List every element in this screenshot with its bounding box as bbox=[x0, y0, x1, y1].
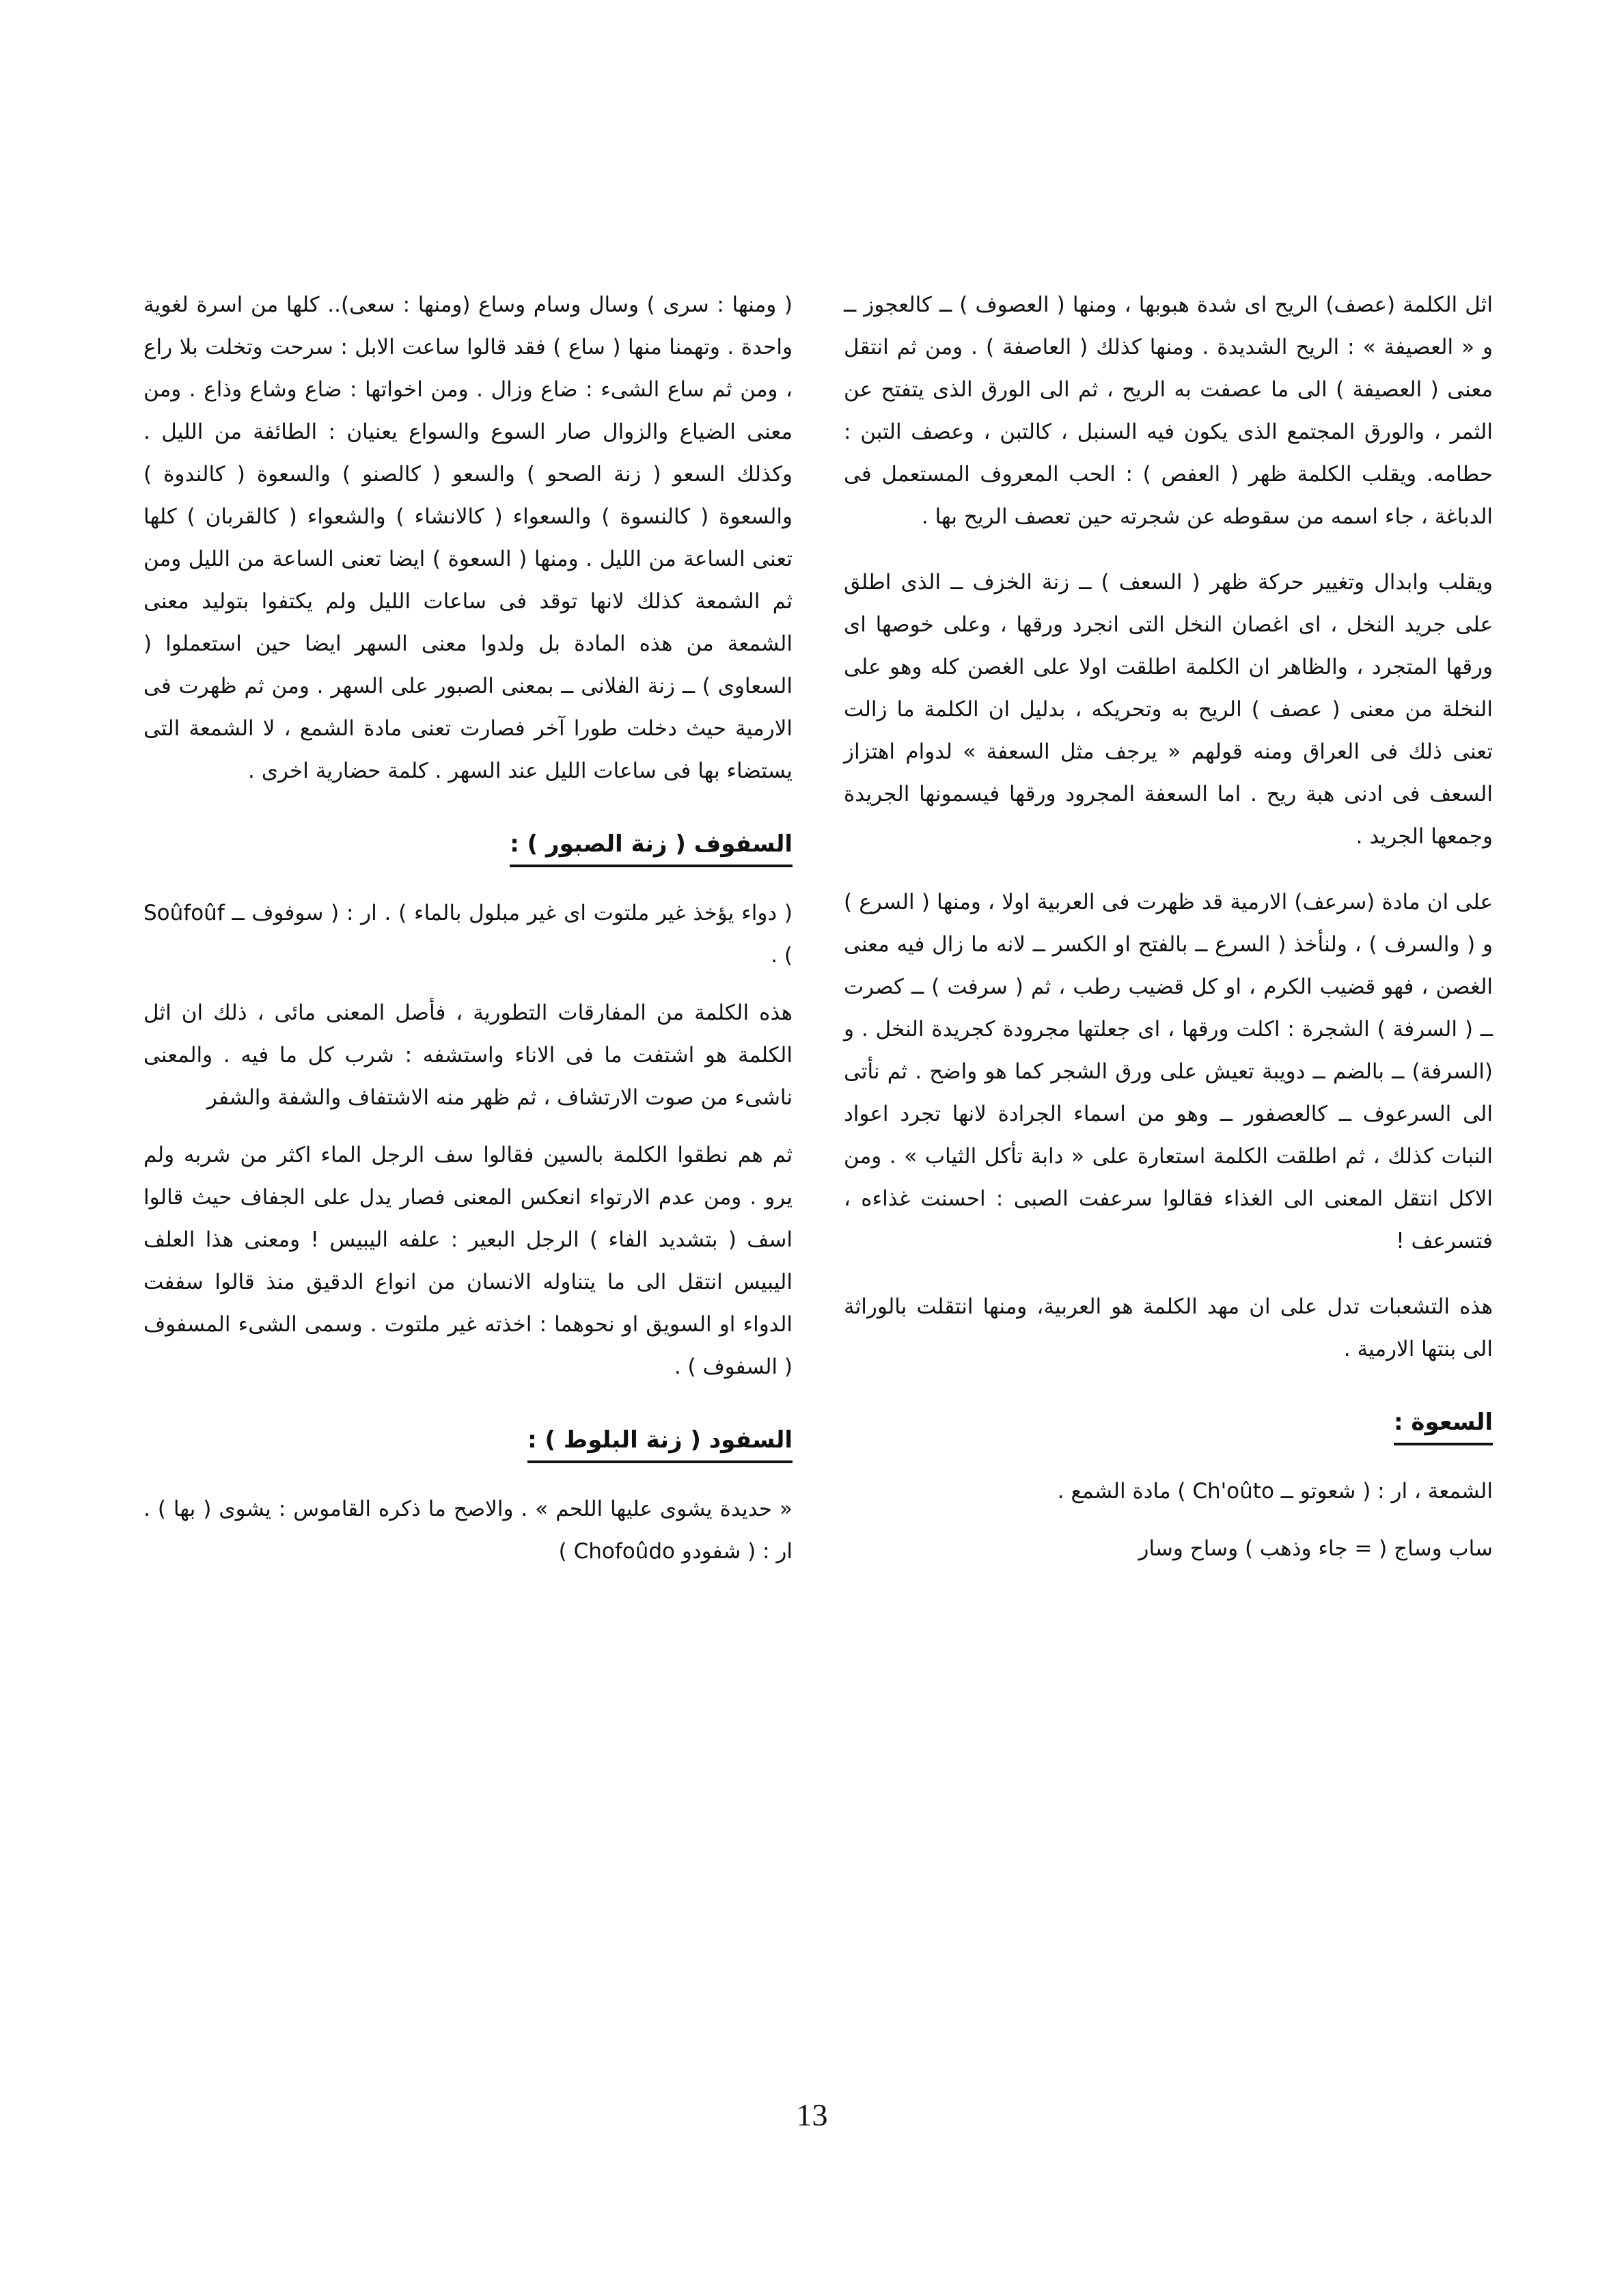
left-paragraph-1: ( ومنها : سرى ) وسال وسام وساع (ومنها : سعى).. كلها من اسرة لغوية واحدة . وتهمنا منها ( ساع ) فقد قالوا ساعت الابل : سرحت وتخلت بلا راع ، ومن ثم ساع الشىء : ضاع وزال . ومن اخواتها : ضاع وشاع وذاع . ومن معنى الضياع والزوال صار السوع والسواع يعنيان : الطائفة من الليل . وكذلك السعو ( زنة الصحو ) والسعو ( كالصنو ) والسعوة ( كالندوة ) والسعوة ( كالنسوة ) والسعواء ( كالانشاء ) والشعواء ( كالقربان ) كلها تعنى الساعة من الليل . ومنها ( السعوة ) ايضا تعنى الساعة من الليل ومن ثم الشمعة كذلك لانها توقد فى ساعات الليل ولم يكتفوا بتوليد معنى الشمعة من هذه المادة بل ولدوا معنى السهر ايضا حين استعملوا ( السعاوى ) ــ زنة الفلانى ــ بمعنى الصبور على السهر . ومن ثم ظهرت فى الارمية حيث دخلت طورا آخر فصارت تعنى مادة الشمع ، لا الشمعة التى يستضاء بها فى ساعات الليل عند السهر . كلمة حضارية اخرى . bbox=[143, 293, 793, 783]
section-heading-sufuf: السفوف ( زنة الصبور ) : bbox=[510, 825, 793, 867]
section-heading-sawa: السعوة : bbox=[1394, 1403, 1493, 1445]
left-paragraph-4: ثم هم نطقوا الكلمة بالسين فقالوا سف الرجل الماء اكثر من شربه ولم يرو . ومن عدم الارتواء انعكس المعنى فصار يدل على الجفاف حيث قالوا اسف ( بتشديد الفاء ) الرجل البعير : علفه اليبيس ! ومعنى هذا العلف اليبيس انتقل الى ما يتناوله الانسان من انواع الدقيق منذ قالوا سففت الدواء او السويق او نحوهما : اخذته غير ملتوت . وسمى الشىء المسفوف ( السفوف ) . bbox=[143, 1143, 793, 1379]
section-heading-saffud: السفود ( زنة البلوط ) : bbox=[527, 1421, 793, 1463]
right-paragraph-1: اثل الكلمة (عصف) الريح اى شدة هبوبها ، ومنها ( العصوف ) ــ كالعجوز ــ و « العصيفة » : الريح الشديدة . ومنها كذلك ( العاصفة ) . ومن ثم انتقل معنى ( العصيفة ) الى ما عصفت به الريح ، ثم الى الورق الذى يتفتح عن الثمر ، والورق المجتمع الذى يكون فيه السنبل ، كالتبن ، وعصف التبن : حطامه. ويقلب الكلمة ظهر ( العفص ) : الحب المعروف المستعمل فى الدباغة ، جاء اسمه من سقوطه عن شجرته حين تعصف الريح بها . bbox=[844, 293, 1493, 529]
right-paragraph-4: هذه التشعبات تدل على ان مهد الكلمة هو العربية، ومنها انتقلت بالوراثة الى بنتها الارمية . bbox=[844, 1294, 1493, 1361]
right-paragraph-3: على ان مادة (سرعف) الارمية قد ظهرت فى العربية اولا ، ومنها ( السرع ) و ( والسرف ) ، ولنأخذ ( السرع ــ بالفتح او الكسر ــ لانه ما زال فيه معنى الغصن ، فهو قضيب الكرم ، او كل قضيب رطب ، ثم ( سرفت ) ــ كصرت ــ ( السرفة ) الشجرة : اكلت ورقها ، اى جعلتها مجرودة كجريدة النخل . و (السرفة) ــ بالضم ــ دويبة تعيش على ورق الشجر كما هو واضح . ثم نأتى الى السرعوف ــ كالعصفور ــ وهو من اسماء الجرادة لانها تجرد اعواد النبات كذلك ، ثم اطلقت الكلمة استعارة على « دابة تأكل الثياب » . ومن الاكل انتقل المعنى الى الغذاء فقالوا سرعفت الصبى : احسنت غذاءه ، فتسرعف ! bbox=[844, 890, 1493, 1253]
left-column bbox=[143, 284, 793, 1596]
left-paragraph-5: « حديدة يشوى عليها اللحم » . والاصح ما ذكره القاموس : يشوى ( بها ) . ار : ( شفودو Chofoûdo ) bbox=[143, 1497, 793, 1564]
page-number: 13 bbox=[796, 2097, 828, 2132]
right-column bbox=[844, 284, 1493, 1585]
left-paragraph-3: هذه الكلمة من المفارقات التطورية ، فأصل المعنى مائى ، ذلك ان اثل الكلمة هو اشتفت ما فى الاناء واستشفه : شرب كل ما فيه . والمعنى ناشىء من صوت الارتشاف ، ثم ظهر منه الاشتفاف والشفة والشفر bbox=[143, 1001, 793, 1110]
right-paragraph-6: ساب وساج ( = جاء وذهب ) وساح وسار bbox=[1138, 1536, 1493, 1561]
left-paragraph-2: ( دواء يؤخذ غير ملتوت اى غير مبلول بالماء ) . ار : ( سوفوف ــ Soûfoûf ) . bbox=[143, 901, 793, 968]
right-paragraph-5: الشمعة ، ار : ( شعوتو ــ Ch'oûto ) مادة الشمع . bbox=[1057, 1479, 1493, 1504]
right-paragraph-2: ويقلب وابدال وتغيير حركة ظهر ( السعف ) ــ زنة الخزف ــ الذى اطلق على جريد النخل ، اى اغصان النخل التى انجرد ورقها ، وعلى خوصها اى ورقها المتجرد ، والظاهر ان الكلمة اطلقت اولا على الغصن كله وهو على النخلة من معنى ( عصف ) الريح به وتحريكه ، بدليل ان الكلمة ما زالت تعنى ذلك فى العراق ومنه قولهم « يرجف مثل السعفة » لدوام اهتزاز السعف فى ادنى هبة ريح . اما السعفة المجرود ورقها فيسمونها الجريدة وجمعها الجريد . bbox=[844, 570, 1493, 849]
